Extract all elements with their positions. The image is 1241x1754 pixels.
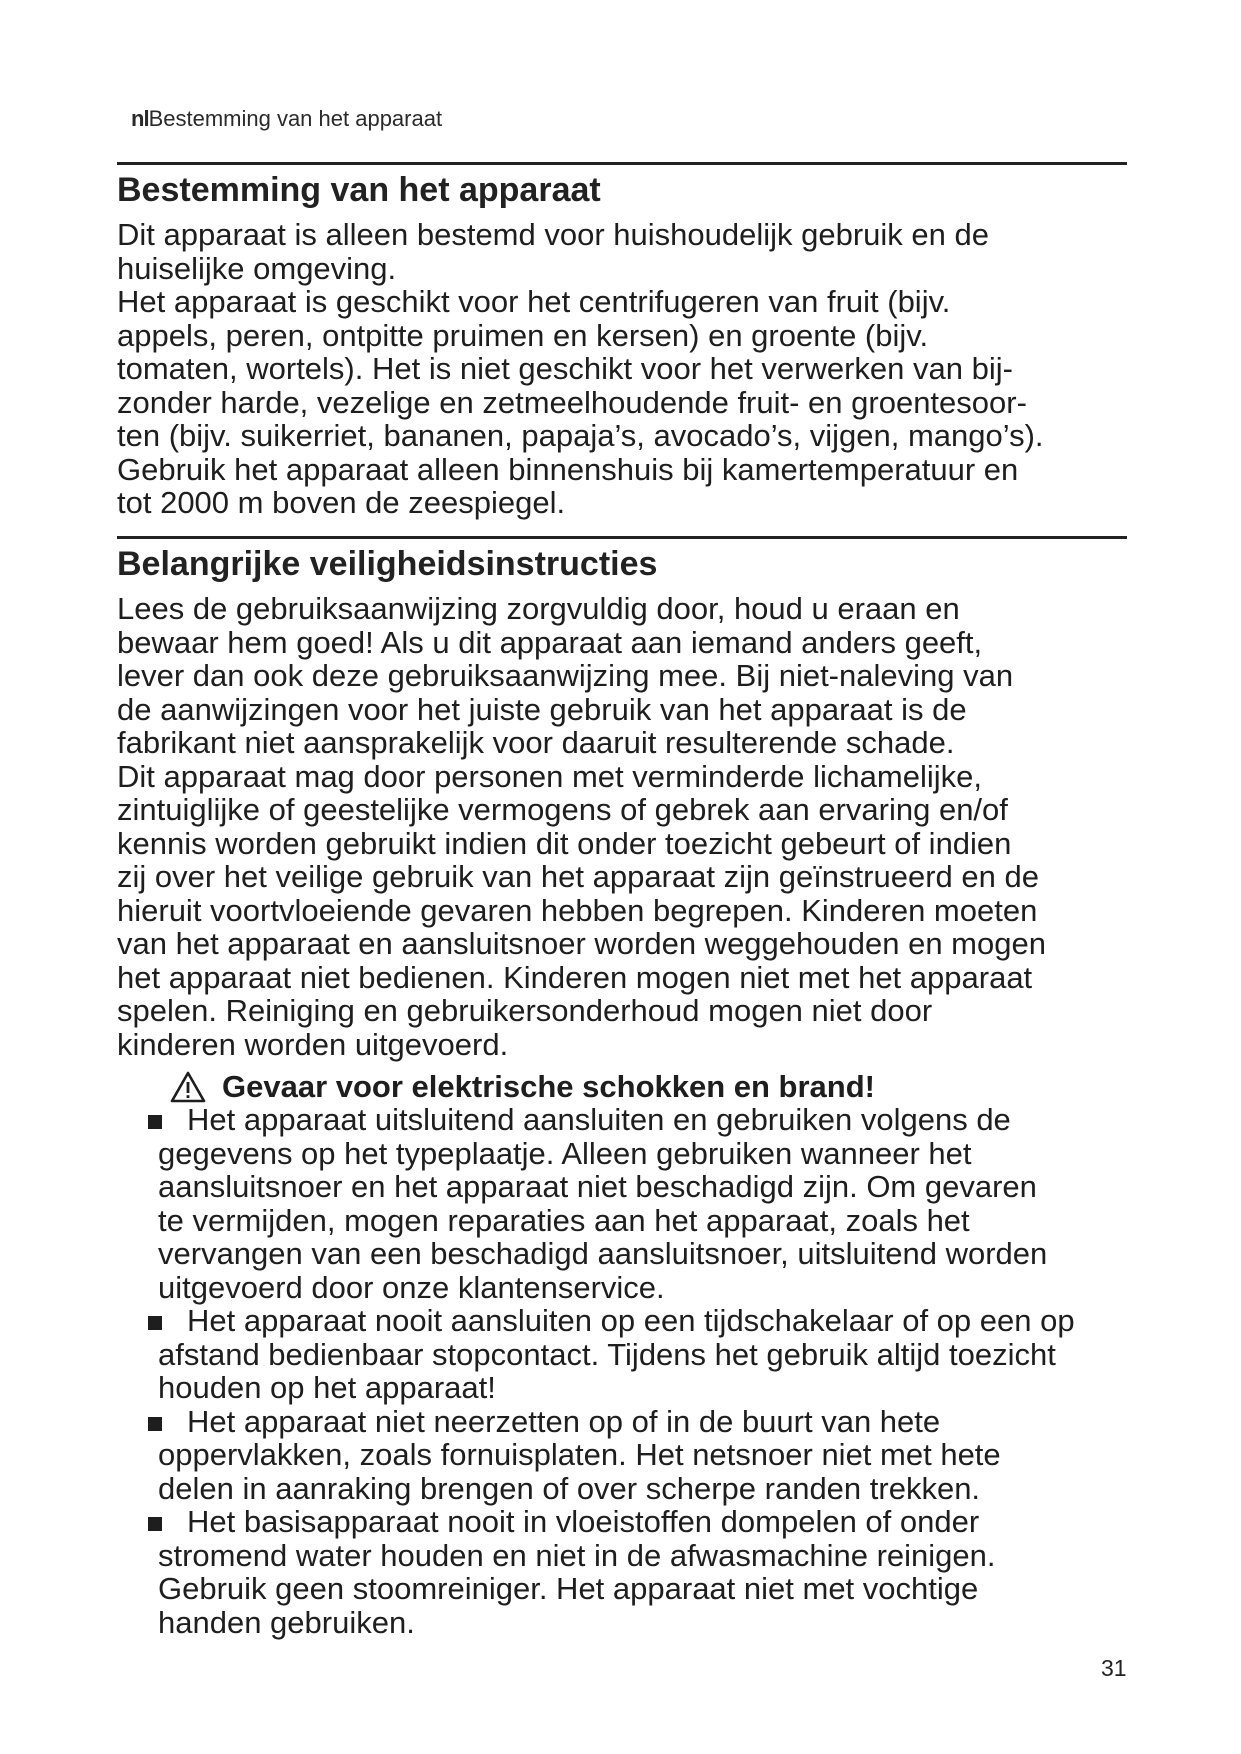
running-header bbox=[131, 106, 442, 132]
bullet-line: handen gebruiken. bbox=[158, 1604, 415, 1640]
bullet-item bbox=[145, 1304, 1195, 1405]
text-line: het apparaat niet bedienen. Kinderen mogen niet met het apparaat bbox=[117, 959, 1033, 995]
safety-bullet-list bbox=[145, 1103, 1195, 1639]
section-divider bbox=[117, 536, 1127, 539]
bullet-line: aansluitsnoer en het apparaat niet beschadigd zijn. Om gevaren bbox=[158, 1169, 1037, 1204]
text-line: huiselijke omgeving. bbox=[117, 250, 397, 286]
text-line: bewaar hem goed! Als u dit apparaat aan iemand anders geeft, bbox=[117, 624, 983, 660]
bullet-item bbox=[145, 1405, 1195, 1506]
text-line: tomaten, wortels). Het is niet geschikt voor het verwerken van bij- bbox=[117, 351, 1013, 386]
text-line: kennis worden gebruikt indien dit onder toezicht gebeurt of indien bbox=[117, 825, 1012, 861]
bullet-line: gegevens op het typeplaatje. Alleen gebruiken wanneer het bbox=[158, 1135, 972, 1171]
section-heading-bestemming: Bestemming van het apparaat bbox=[117, 171, 601, 209]
bullet-square-icon bbox=[148, 1115, 162, 1129]
text-line: de aanwijzingen voor het juiste gebruik van het apparaat is de bbox=[117, 691, 967, 727]
bullet-line: Gebruik geen stoomreiniger. Het apparaat niet met vochtige bbox=[158, 1571, 979, 1606]
warning-heading bbox=[170, 1069, 875, 1105]
text-line: van het apparaat en aansluitsnoer worden weggehouden en mogen bbox=[117, 926, 1046, 961]
text-line: appels, peren, ontpitte pruimen en kersen) en groente (bijv. bbox=[117, 317, 929, 353]
text-line: Lees de gebruiksaanwijzing zorgvuldig door, houd u eraan en bbox=[117, 591, 960, 626]
text-line: Dit apparaat is alleen bestemd voor huishoudelijk gebruik en de bbox=[117, 217, 989, 252]
text-line: lever dan ook deze gebruiksaanwijzing mee. Bij niet-naleving van bbox=[117, 658, 1014, 693]
bullet-line: houden op het apparaat! bbox=[158, 1370, 496, 1405]
section-body-bestemming bbox=[117, 218, 1157, 520]
text-line: Dit apparaat mag door personen met verminderde lichamelijke, bbox=[117, 758, 982, 794]
bullet-line: te vermijden, mogen reparaties aan het apparaat, zoals het bbox=[158, 1202, 970, 1238]
text-line: spelen. Reiniging en gebruikersonderhoud mogen niet door bbox=[117, 993, 933, 1028]
warning-triangle-icon bbox=[170, 1071, 206, 1103]
bullet-line: Het basisapparaat nooit in vloeistoffen dompelen of onder bbox=[187, 1504, 980, 1539]
text-line: kinderen worden uitgevoerd. bbox=[117, 1026, 509, 1062]
text-line: zintuiglijke of geestelijke vermogens of gebrek aan ervaring en/of bbox=[117, 792, 1008, 827]
warning-title: Gevaar voor elektrische schokken en brand! bbox=[222, 1069, 875, 1104]
bullet-line: afstand bedienbaar stopcontact. Tijdens het gebruik altijd toezicht bbox=[158, 1336, 1056, 1372]
bullet-line: Het apparaat nooit aansluiten op een tijdschakelaar of op een op bbox=[187, 1303, 1075, 1338]
bullet-line: stromend water houden en niet in de afwasmachine reinigen. bbox=[158, 1537, 996, 1573]
page-number: 31 bbox=[1101, 1655, 1127, 1681]
bullet-line: Het apparaat niet neerzetten op of in de buurt van hete bbox=[187, 1403, 941, 1439]
text-line: fabrikant niet aansprakelijk voor daaruit resulterende schade. bbox=[117, 725, 955, 760]
text-line: hieruit voortvloeiende gevaren hebben begrepen. Kinderen moeten bbox=[117, 892, 1038, 928]
language-code: nl bbox=[131, 106, 149, 131]
text-line: Het apparaat is geschikt voor het centrifugeren van fruit (bijv. bbox=[117, 284, 951, 319]
bullet-square-icon bbox=[148, 1316, 162, 1330]
bullet-line: uitgevoerd door onze klantenservice. bbox=[158, 1269, 665, 1305]
bullet-line: vervangen van een beschadigd aansluitsnoer, uitsluitend worden bbox=[158, 1236, 1048, 1271]
text-line: Gebruik het apparaat alleen binnenshuis bij kamertemperatuur en bbox=[117, 451, 1019, 487]
text-line: zij over het veilige gebruik van het apparaat zijn geïnstrueerd en de bbox=[117, 859, 1039, 894]
section-divider bbox=[117, 162, 1127, 165]
text-line: ten (bijv. suikerriet, bananen, papaja’s, avocado’s, vijgen, mango’s). bbox=[117, 418, 1044, 453]
bullet-square-icon bbox=[148, 1517, 162, 1531]
running-header-title: Bestemming van het apparaat bbox=[148, 106, 443, 131]
bullet-item bbox=[145, 1505, 1195, 1639]
bullet-line: delen in aanraking brengen of over scherpe randen trekken. bbox=[158, 1470, 981, 1506]
text-line: tot 2000 m boven de zeespiegel. bbox=[117, 485, 566, 520]
section-heading-veiligheid: Belangrijke veiligheidsinstructies bbox=[117, 545, 658, 583]
bullet-square-icon bbox=[148, 1417, 162, 1431]
section-body-veiligheid bbox=[117, 592, 1157, 1061]
text-line: zonder harde, vezelige en zetmeelhoudende fruit- en groentesoor- bbox=[117, 384, 1027, 420]
bullet-item bbox=[145, 1103, 1195, 1304]
bullet-line: oppervlakken, zoals fornuisplaten. Het netsnoer niet met hete bbox=[158, 1437, 1001, 1472]
bullet-line: Het apparaat uitsluitend aansluiten en gebruiken volgens de bbox=[187, 1102, 1011, 1137]
